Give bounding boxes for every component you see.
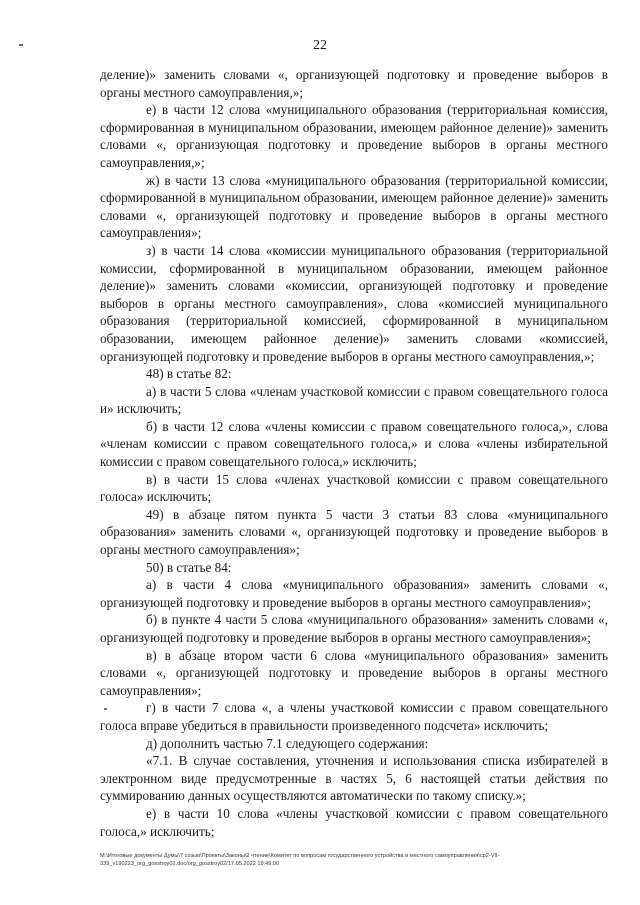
paragraph: з) в части 14 слова «комиссии муниципального образования (территориальной комиссии, сформированной в муниципальном образовании, имеющем районное деление)» заменить словами «комиссии, организующей подготовку и проведение выборов в органы местного самоуправления», слова «комиссией муниципального образования (территориальной комиссией, сформированной в муниципальном образовании, имеющем районное деление)» заменить словами «комиссией, организующей подготовку и проведение выборов в органы местного самоуправления,»;: [100, 242, 608, 364]
paragraph: а) в части 5 слова «членам участковой комиссии с правом совещательного голоса и» исключить;: [100, 383, 608, 417]
paragraph: «7.1. В случае составления, уточнения и использования списка избирателей в электронном виде предусмотренные в частях 5, 6 настоящей статьи действия по суммированию данных осуществляются автоматически по такому списку.»;: [100, 753, 608, 804]
page-number: 22: [313, 38, 327, 53]
paragraph: а) в части 4 слова «муниципального образования» заменить словами «, организующей подготовку и проведение выборов в органы местного самоуправления»;: [100, 577, 608, 610]
paragraph: в) в части 15 слова «членах участковой комиссии с правом совещательного голоса» исключить;: [100, 471, 608, 505]
paragraph: г) в части 7 слова «, а члены участковой комиссии с правом совещательного голоса вправе убедиться в правильности произведенного подсчета» исключить;: [100, 700, 608, 733]
paragraph: 48) в статье 82:: [146, 366, 232, 382]
paragraph: е) в части 12 слова «муниципального образования (территориальная комиссия, сформированная в муниципальном образовании, имеющем районное деление)» заменить словами «, организующая подготовку и проведение выборов в органы местного самоуправления,»;: [100, 102, 608, 170]
paragraph: д) дополнить частью 7.1 следующего содержания:: [146, 735, 429, 751]
paragraph: б) в пункте 4 части 5 слова «муниципального образования» заменить словами «, организующей подготовку и проведение выборов в органы местного самоуправления»;: [100, 612, 608, 645]
paragraph: в) в абзаце втором части 6 слова «муниципального образования» заменить словами «, организующей подготовку и проведение выборов в органы местного самоуправления»;: [100, 647, 608, 698]
document-body: [100, 66, 608, 840]
file-path-footer: M:\Итоговые документы Думы\7 созыв\Проекты\Законы\2 чтение\Комитет по вопросам государственного устройства и местного самоуправления\ср2-VII-339_v190223_org_gosstroy02.doc/org_gosstroy02/17.05.2022 19:49:00: [100, 853, 500, 867]
paragraph: ж) в части 13 слова «муниципального образования (территориальной комиссии, сформированной в муниципальном образовании, имеющем районное деление)» заменить словами «, организующей подготовку и проведение выборов в органы местного самоуправления»;: [100, 172, 608, 241]
paragraph: деление)» заменить словами «, организующей подготовку и проведение выборов в органы местного самоуправления,»;: [100, 67, 608, 100]
paragraph: б) в части 12 слова «члены комиссии с правом совещательного голоса,», слова «членам комиссии с правом совещательного голоса,» и слова «члены избирательной комиссии с правом совещательного голоса,» исключить;: [100, 418, 608, 470]
paragraph: 50) в статье 84:: [146, 559, 232, 575]
paragraph: 49) в абзаце пятом пункта 5 части 3 статьи 83 слова «муниципального образования» заменить словами «, организующей подготовку и проведение выборов в органы местного самоуправления»;: [100, 506, 608, 558]
paragraph: е) в части 10 слова «члены участковой комиссии с правом совещательного голоса,» исключить;: [100, 805, 608, 839]
